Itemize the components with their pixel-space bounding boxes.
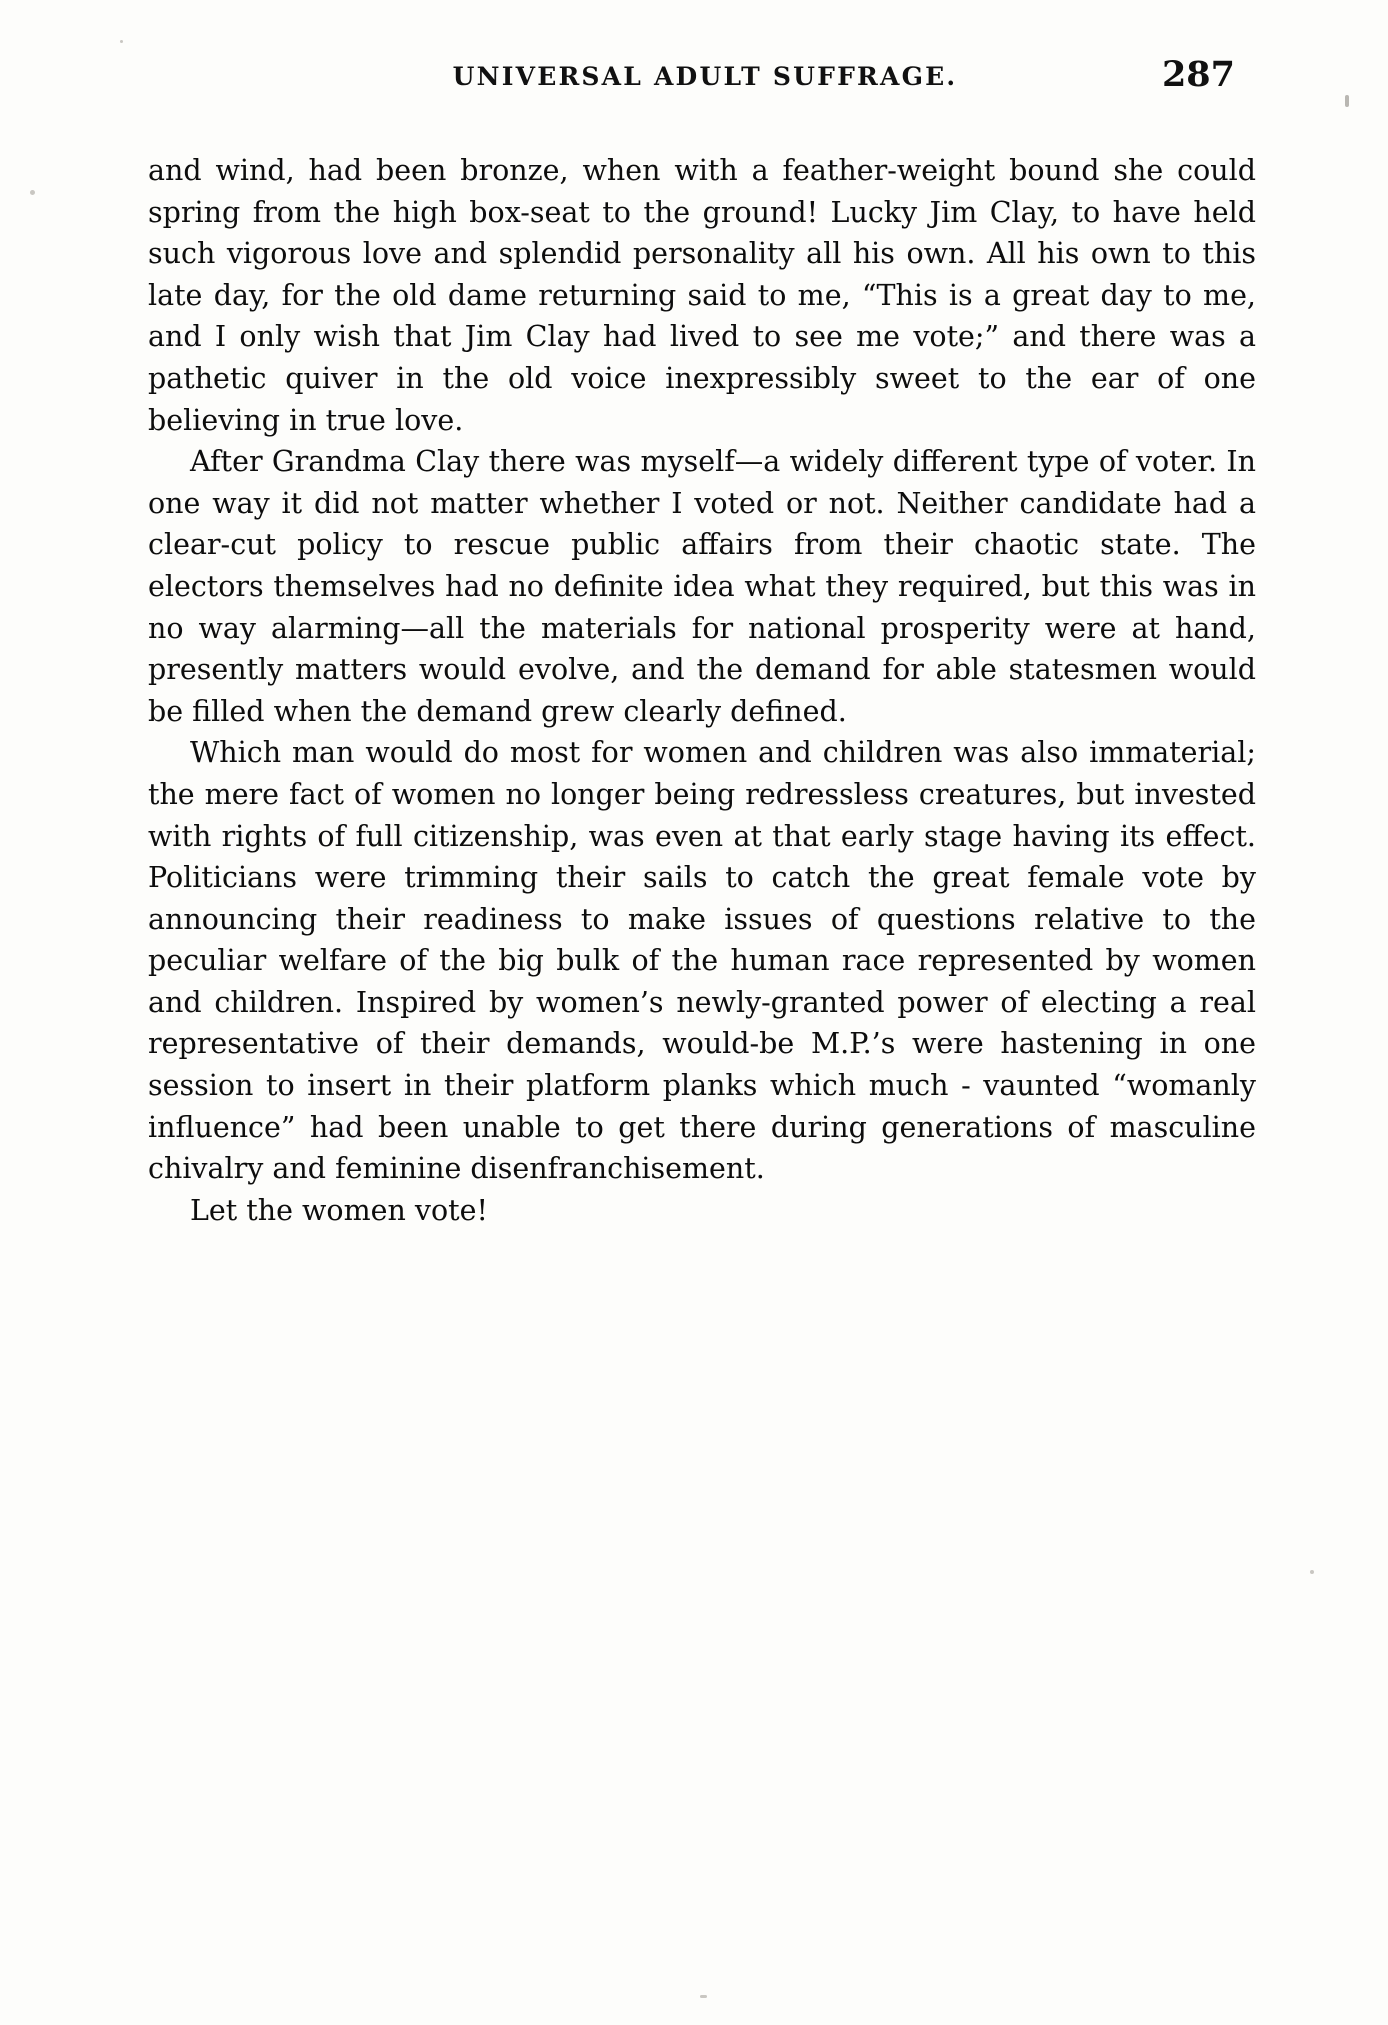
paragraph: Which man would do most for women and children was also immaterial; the mere fact of women no longer being redressless creatures, but invested with rights of full citizenship, was even at that early stage having its effect. Politicians were trimming their sails to catch the great female vote by announcing their readiness to make issues of questions relative to the peculiar welfare of the big bulk of the human race represented by women and children. Inspired by women’s newly-granted power of electing a real representative of their demands, would-be M.P.’s were hastening in one session to insert in their platform planks which much - vaunted “womanly influence” had been unable to get there during generations of masculine chivalry and feminine disenfranchisement. xyxy=(148,736,1256,1186)
page-artifact xyxy=(700,1995,707,1998)
page-artifact xyxy=(1310,1570,1314,1574)
paragraph: and wind, had been bronze, when with a feather-weight bound she could spring from the high box-seat to the ground! Lucky Jim Clay, to have held such vigorous love and splendid personality all his own. All his own to this late day, for the old dame returning said to me, “This is a great day to me, and I only wish that Jim Clay had lived to see me vote;” and there was a pathetic quiver in the old voice inexpressibly sweet to the ear of one believing in true love. xyxy=(148,154,1256,437)
paragraph: After Grandma Clay there was myself—a widely different type of voter. In one way it did not matter whether I voted or not. Neither candidate had a clear-cut policy to rescue public affairs from their chaotic state. The electors themselves had no definite idea what they required, but this was in no way alarming—all the materials for national prosperity were at hand, presently matters would evolve, and the demand for able statesmen would be filled when the demand grew clearly defined. xyxy=(148,445,1256,728)
paragraph: Let the women vote! xyxy=(190,1193,488,1227)
body-text xyxy=(148,150,1256,1231)
page-artifact xyxy=(30,190,35,195)
page-artifact xyxy=(1345,95,1349,107)
running-title: UNIVERSAL ADULT SUFFRAGE. xyxy=(452,62,958,91)
page-number: 287 xyxy=(1161,54,1235,95)
page-artifact xyxy=(120,40,123,43)
page-header xyxy=(150,54,1260,108)
